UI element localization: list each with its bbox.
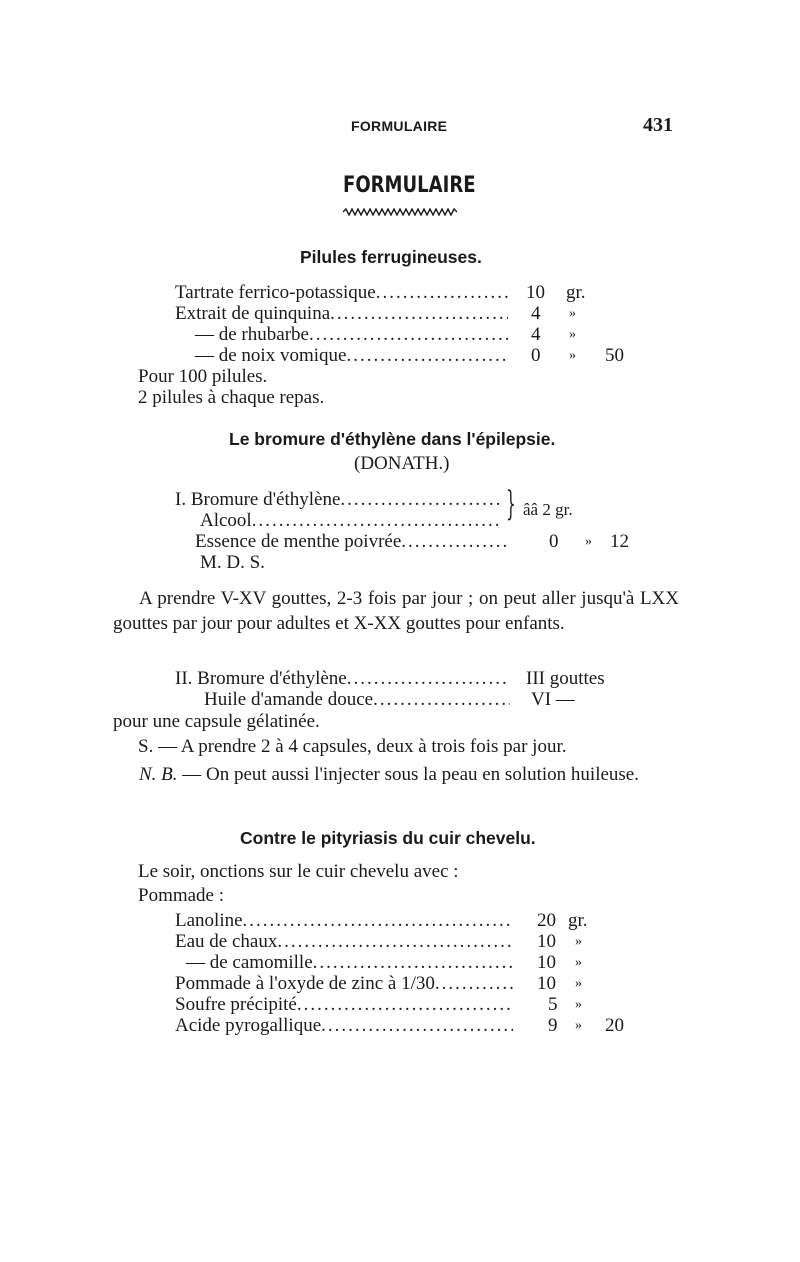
leader-dots	[435, 973, 513, 995]
capsule-line: pour une capsule gélatinée.	[113, 711, 320, 732]
s-line: S. — A prendre 2 à 4 capsules, deux à trois fois par jour.	[138, 736, 567, 757]
row-qty: 4	[531, 324, 541, 345]
row-unit: »	[575, 976, 582, 991]
nb-paragraph	[113, 762, 679, 787]
row-extra: 50	[605, 345, 624, 366]
formula-row	[195, 345, 508, 367]
leader-dots	[252, 510, 500, 532]
formula-row	[175, 973, 513, 995]
row-unit: »	[569, 348, 576, 363]
row-label: Essence de menthe poivrée	[195, 531, 402, 552]
nb-label: N. B.	[139, 764, 178, 785]
formula-row	[200, 510, 500, 532]
row-label: — de rhubarbe	[195, 324, 309, 345]
formula-row	[175, 489, 500, 511]
leader-dots	[401, 531, 508, 553]
combined-dose: ââ 2 gr.	[523, 500, 573, 519]
row-qty: 0	[549, 531, 559, 552]
leader-dots	[340, 489, 500, 511]
page-number: 431	[643, 114, 673, 136]
leader-dots	[330, 303, 508, 325]
running-head: FORMULAIRE	[351, 118, 448, 134]
title-ornament	[343, 208, 457, 216]
row-extra: 20	[605, 1015, 624, 1036]
formula-row	[195, 531, 508, 553]
leader-dots	[309, 324, 508, 346]
leader-dots	[277, 931, 513, 953]
leader-dots	[313, 952, 513, 974]
leader-dots	[347, 668, 510, 690]
row-label: Extrait de quinquina	[175, 303, 331, 324]
leader-dots	[297, 994, 513, 1016]
formula-row	[175, 910, 513, 932]
instruction-paragraph: A prendre V-XV gouttes, 2-3 fois par jour ; on peut aller jusqu'à LXX gouttes par jour pour adultes et X-XX gouttes pour enfants.	[113, 588, 679, 634]
row-unit: »	[585, 534, 592, 549]
row-unit: »	[575, 997, 582, 1012]
row-label: Lanoline	[175, 910, 243, 931]
row-qty: 10	[537, 931, 556, 952]
author-credit: (DONATH.)	[354, 453, 450, 474]
formula-row	[204, 689, 510, 711]
row-qty: III gouttes	[526, 668, 605, 689]
row-unit: »	[569, 306, 576, 321]
row-label: Pommade à l'oxyde de zinc à 1/30	[175, 973, 435, 994]
mds-line: M. D. S.	[200, 552, 265, 573]
formula-row	[175, 303, 508, 325]
formula-row	[175, 282, 508, 304]
row-qty: 0	[531, 345, 541, 366]
section-title-bromure: Le bromure d'éthylène dans l'épilepsie.	[229, 429, 556, 449]
row-unit: »	[575, 934, 582, 949]
row-label: Soufre précipité	[175, 994, 297, 1015]
formula-row	[175, 931, 513, 953]
formula-row	[175, 1015, 513, 1037]
row-unit: gr.	[566, 282, 586, 303]
row-qty: 10	[537, 973, 556, 994]
row-unit: »	[569, 327, 576, 342]
curly-bracket: }	[506, 484, 516, 524]
row-qty: VI —	[531, 689, 575, 710]
row-qty: 20	[537, 910, 556, 931]
leader-dots	[243, 910, 513, 932]
row-unit: »	[575, 1018, 582, 1033]
formula-row	[195, 324, 508, 346]
formula-row	[175, 994, 513, 1016]
row-unit: »	[575, 955, 582, 970]
formula-row	[186, 952, 513, 974]
leader-dots	[346, 345, 508, 367]
row-unit: gr.	[568, 910, 588, 931]
pommade-label: Pommade :	[138, 885, 225, 906]
row-qty: 10	[537, 952, 556, 973]
row-label: — de noix vomique	[195, 345, 347, 366]
row-label: II. Bromure d'éthylène	[175, 668, 347, 689]
intro-line: Le soir, onctions sur le cuir chevelu avec :	[138, 861, 459, 882]
nb-text: — On peut aussi l'injecter sous la peau en solution huileuse.	[182, 764, 639, 785]
row-label: Alcool	[200, 510, 252, 531]
row-label: — de camomille	[186, 952, 313, 973]
row-label: I. Bromure d'éthylène	[175, 489, 341, 510]
leader-dots	[321, 1015, 513, 1037]
leader-dots	[376, 282, 508, 304]
row-qty: 5	[548, 994, 558, 1015]
note-pour: Pour 100 pilules.	[138, 366, 268, 387]
section-title-pilules: Pilules ferrugineuses.	[300, 247, 482, 267]
note-dosage: 2 pilules à chaque repas.	[138, 387, 325, 408]
row-extra: 12	[610, 531, 629, 552]
row-qty: 9	[548, 1015, 558, 1036]
leader-dots	[373, 689, 510, 711]
main-title: FORMULAIRE	[343, 173, 476, 198]
section-title-pityriasis: Contre le pityriasis du cuir chevelu.	[240, 828, 536, 848]
row-label: Tartrate ferrico-potassique	[175, 282, 376, 303]
row-label: Huile d'amande douce	[204, 689, 374, 710]
formula-row	[175, 668, 510, 690]
row-label: Acide pyrogallique	[175, 1015, 322, 1036]
row-qty: 4	[531, 303, 541, 324]
row-label: Eau de chaux	[175, 931, 278, 952]
row-qty: 10	[526, 282, 545, 303]
